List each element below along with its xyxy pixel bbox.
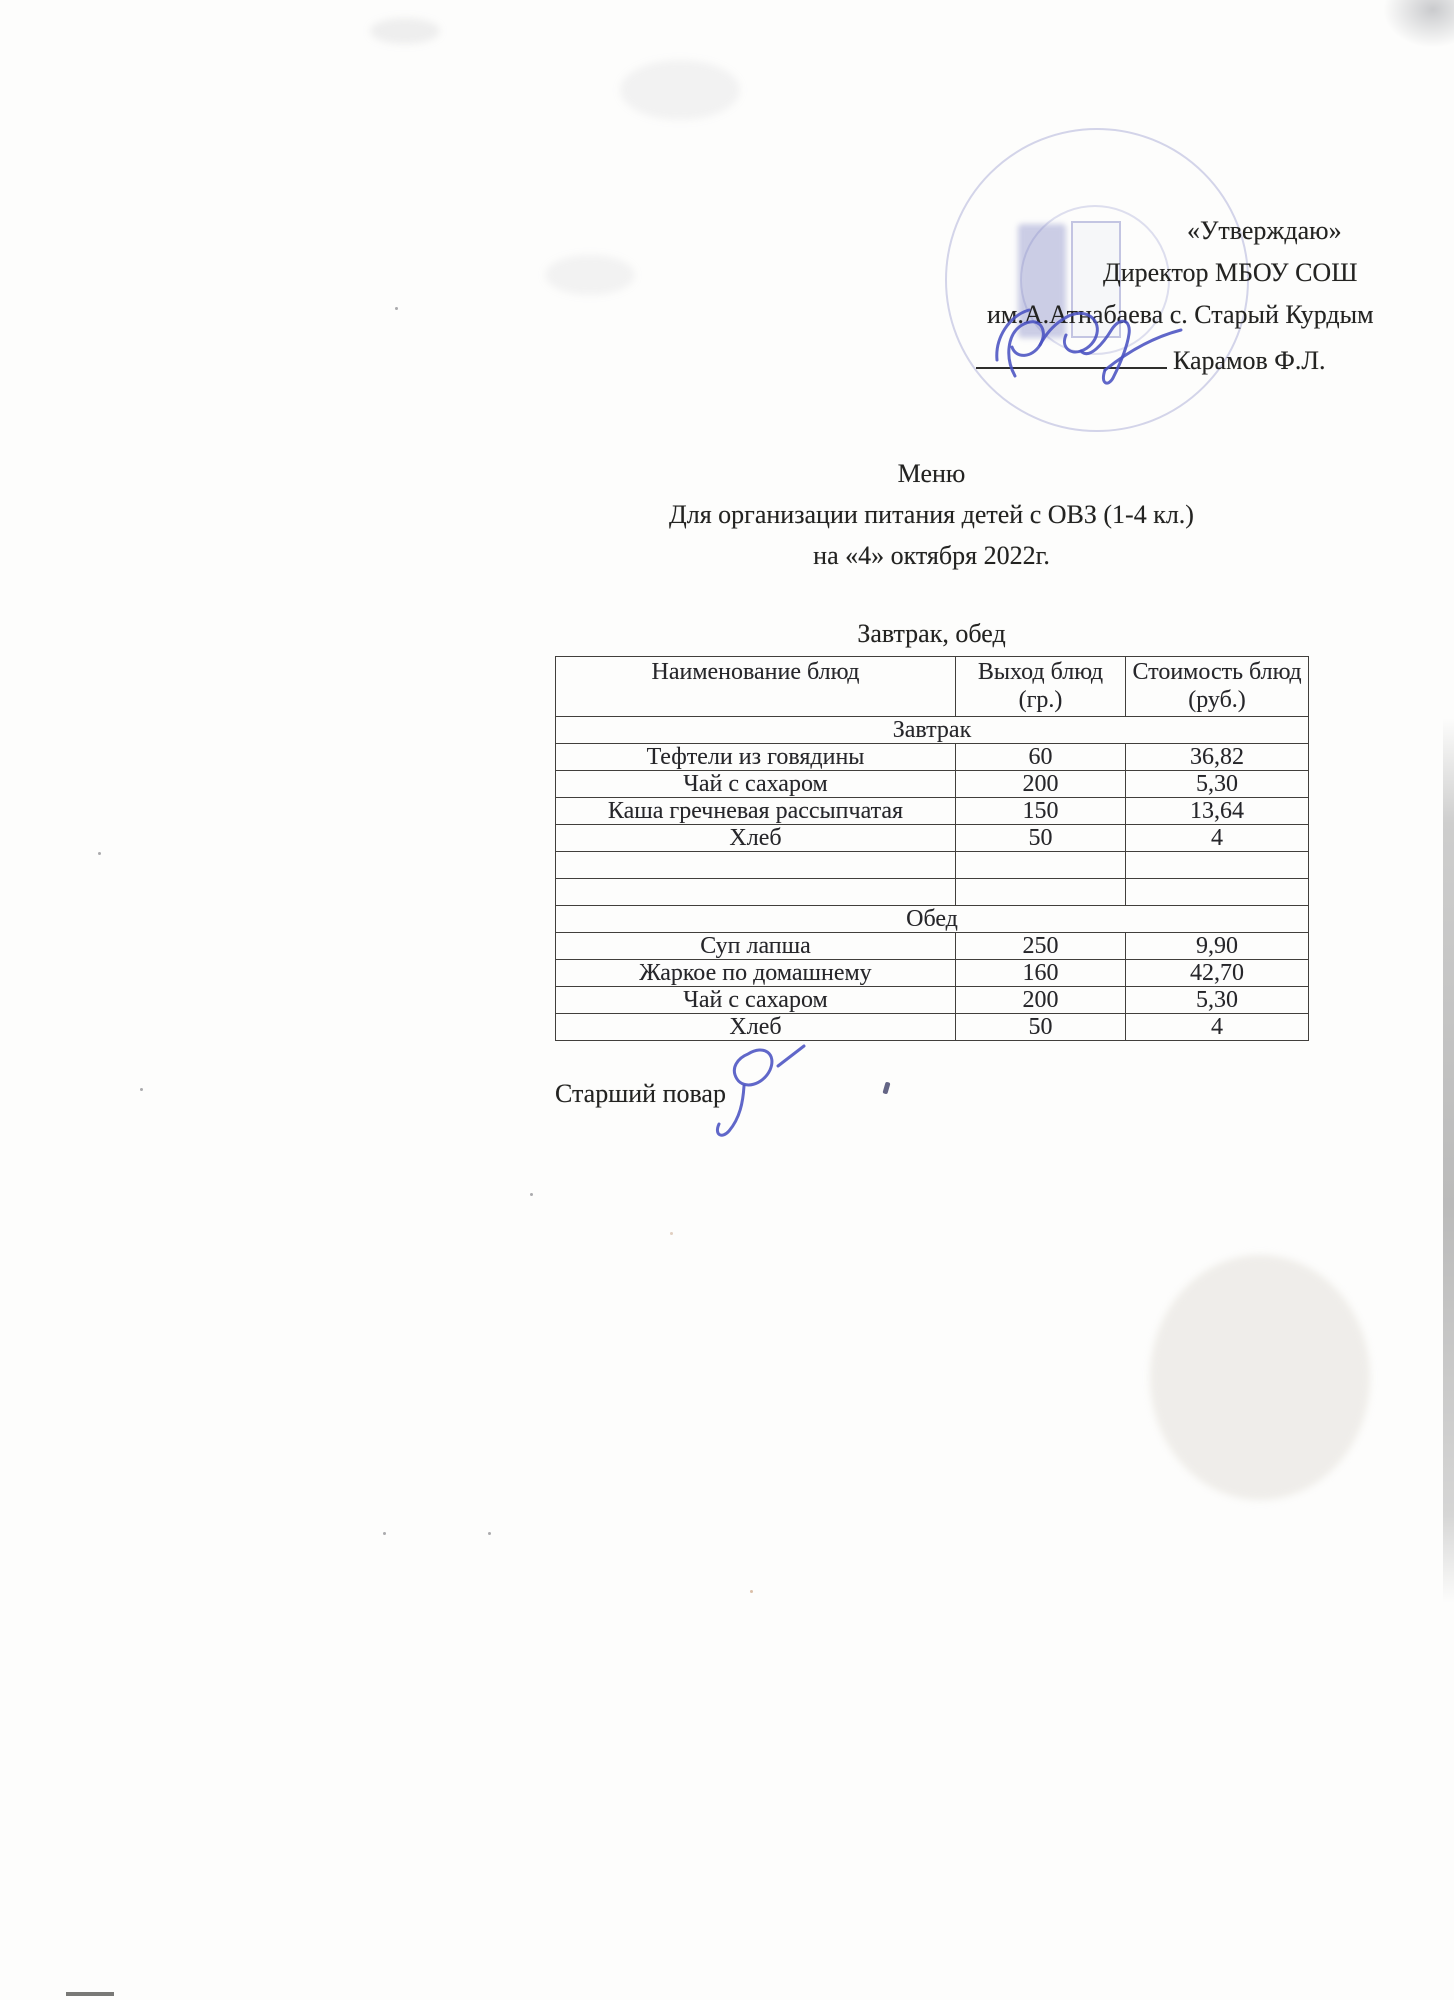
menu-table [555, 656, 1309, 1041]
col-header-dish: Наименование блюд [556, 657, 956, 717]
dish-output: 60 [956, 744, 1126, 771]
dish-output: 150 [956, 798, 1126, 825]
dish-cost: 5,30 [1126, 987, 1309, 1014]
scan-bottom-artifact [66, 1992, 114, 1996]
scan-speck [530, 1193, 533, 1196]
col-header-cost: Стоимость блюд (руб.) [1126, 657, 1309, 717]
table-caption: Завтрак, обед [857, 619, 1006, 648]
dish-output: 50 [956, 1014, 1126, 1041]
table-row [556, 987, 1309, 1014]
chief-cook-label: Старший повар [555, 1079, 726, 1108]
scan-edge-shadow [1443, 718, 1454, 1603]
scan-smudge [370, 18, 440, 44]
scan-smudge [545, 255, 635, 295]
dish-name: Жаркое по домашнему [556, 960, 956, 987]
empty-row [556, 879, 1309, 906]
approval-word: «Утверждаю» [1187, 216, 1342, 245]
scan-speck [488, 1532, 491, 1535]
scan-speck [750, 1590, 753, 1593]
table-header-row [556, 657, 1309, 717]
dish-cost: 4 [1126, 825, 1309, 852]
scan-smudge [620, 60, 740, 120]
dish-output: 200 [956, 987, 1126, 1014]
dish-name: Тефтели из говядины [556, 744, 956, 771]
dish-name: Чай с сахаром [556, 771, 956, 798]
scan-corner-smudge [1383, 0, 1454, 48]
school-name: им.А.Атнабаева с. Старый Курдым [987, 300, 1374, 329]
director-signature [985, 296, 1200, 398]
section-row-breakfast [556, 717, 1309, 744]
dish-output: 160 [956, 960, 1126, 987]
stray-ink-mark [882, 1082, 890, 1095]
doc-date-line: на «4» октября 2022г. [813, 541, 1050, 570]
dish-cost: 9,90 [1126, 933, 1309, 960]
dish-name: Хлеб [556, 825, 956, 852]
table-row [556, 825, 1309, 852]
dish-output: 200 [956, 771, 1126, 798]
director-name: Карамов Ф.Л. [1173, 346, 1326, 375]
scan-speck [383, 1532, 386, 1535]
dish-cost: 5,30 [1126, 771, 1309, 798]
table-row [556, 933, 1309, 960]
scan-speck [395, 307, 398, 310]
table-row [556, 960, 1309, 987]
doc-title: Меню [897, 459, 966, 488]
dish-output: 50 [956, 825, 1126, 852]
dish-name: Чай с сахаром [556, 987, 956, 1014]
director-title: Директор МБОУ СОШ [1103, 258, 1358, 287]
dish-cost: 42,70 [1126, 960, 1309, 987]
scan-smudge [1150, 1255, 1370, 1500]
scan-speck [670, 1232, 673, 1235]
dish-cost: 13,64 [1126, 798, 1309, 825]
dish-cost: 4 [1126, 1014, 1309, 1041]
dish-output: 250 [956, 933, 1126, 960]
doc-subtitle: Для организации питания детей с ОВЗ (1-4 кл.) [669, 500, 1194, 529]
breakfast-section-label: Завтрак [556, 717, 1309, 744]
scan-speck [140, 1088, 143, 1091]
table-row [556, 1014, 1309, 1041]
empty-row [556, 852, 1309, 879]
table-row [556, 771, 1309, 798]
section-row-lunch [556, 906, 1309, 933]
dish-name: Хлеб [556, 1014, 956, 1041]
dish-cost: 36,82 [1126, 744, 1309, 771]
table-row [556, 744, 1309, 771]
dish-name: Суп лапша [556, 933, 956, 960]
col-header-output: Выход блюд (гр.) [956, 657, 1126, 717]
chief-cook-signature [698, 1038, 813, 1143]
lunch-section-label: Обед [556, 906, 1309, 933]
table-row [556, 798, 1309, 825]
scan-speck [98, 852, 101, 855]
dish-name: Каша гречневая рассыпчатая [556, 798, 956, 825]
